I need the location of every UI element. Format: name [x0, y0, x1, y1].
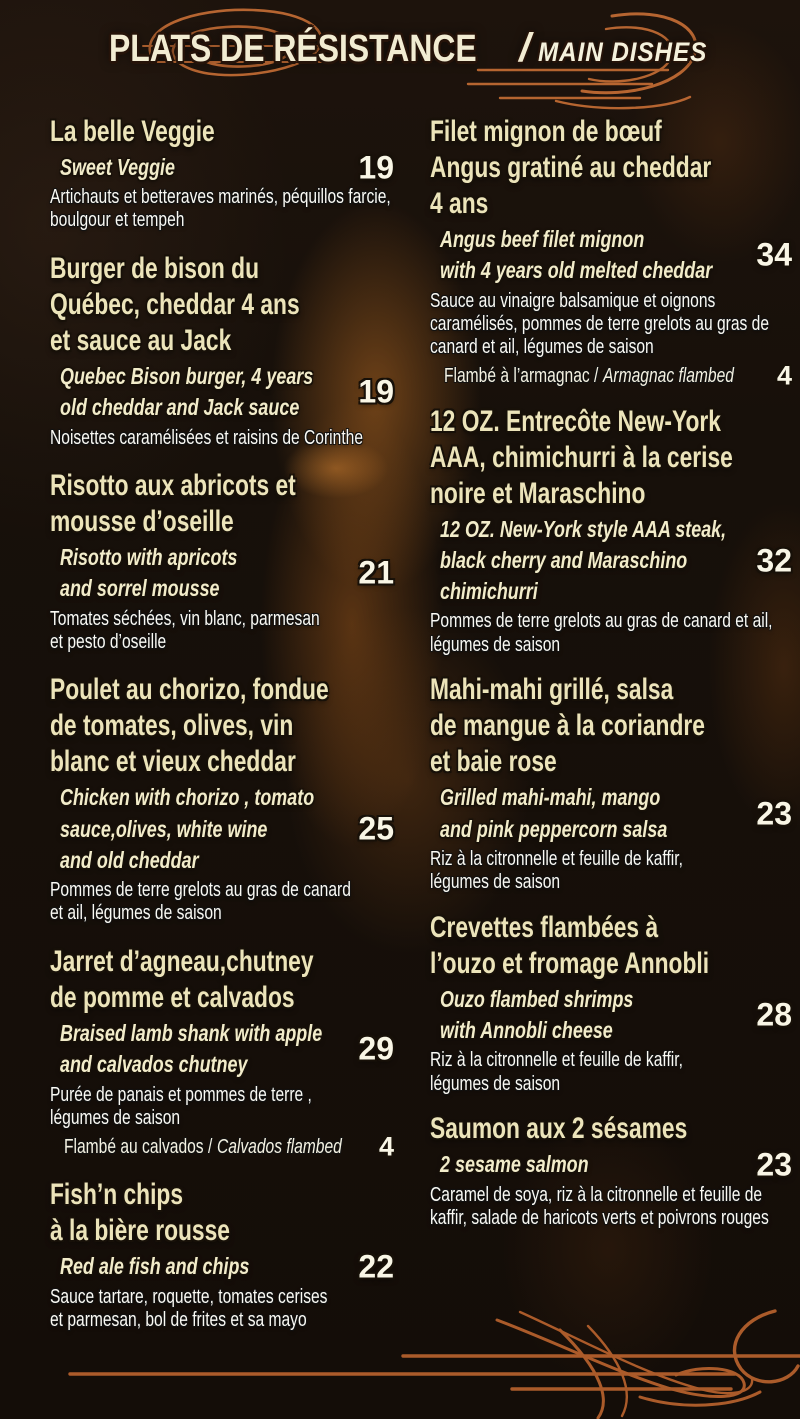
option-label-french: Flambé à l’armagnac /	[444, 365, 599, 388]
dish-subtitle-english: Red ale fish and chips	[60, 1253, 250, 1280]
dish-price: 23	[756, 1146, 792, 1183]
dish-option-label	[64, 1135, 393, 1159]
dish-description: Purée de panais et pommes de terre , légumes de saison	[50, 1083, 312, 1129]
dish-price: 22	[358, 1248, 394, 1285]
dish-title: Risotto aux abricots et mousse d’oseille	[50, 469, 296, 539]
menu-item	[430, 404, 792, 657]
menu-item	[50, 1177, 394, 1332]
menu-column-right	[430, 114, 792, 1230]
title-separator: /	[519, 26, 531, 70]
dish-subtitle-row	[50, 542, 394, 605]
section-title-english: MAIN DISHES	[538, 37, 708, 67]
option-label-french: Flambé au calvados /	[64, 1135, 213, 1158]
dish-subtitle-row	[430, 984, 792, 1047]
dish-subtitle-english: Braised lamb shank with apple and calvados chutney	[60, 1020, 323, 1078]
dish-title: Filet mignon de bœuf Angus gratiné au cheddar 4 ans	[430, 115, 712, 220]
dish-title: Burger de bison du Québec, cheddar 4 ans et sauce au Jack	[50, 252, 300, 358]
dish-title: Fish’n chips à la bière rousse	[50, 1178, 230, 1248]
dish-option-row	[444, 360, 792, 391]
dish-title: Jarret d’agneau,chutney de pomme et calvados	[50, 945, 314, 1014]
menu-item	[430, 672, 792, 894]
dish-subtitle-english: Quebec Bison burger, 4 years old cheddar and Jack sauce	[60, 363, 314, 421]
dish-price: 19	[358, 373, 394, 410]
dish-subtitle-row	[50, 1018, 394, 1081]
dish-price: 21	[358, 554, 394, 591]
dish-description: Noisettes caramélisées et raisins de Corinthe	[50, 426, 364, 449]
dish-option-label	[444, 364, 791, 388]
dish-subtitle-english: 12 OZ. New-York style AAA steak, black cherry and Maraschino chimichurri	[440, 515, 727, 605]
dish-title: Saumon aux 2 sésames	[430, 1112, 688, 1146]
menu-item	[430, 910, 792, 1096]
menu-column-left	[50, 114, 394, 1332]
menu-item	[430, 114, 792, 391]
dish-price: 28	[756, 996, 792, 1033]
dish-description: Artichauts et betteraves marinés, péquillos farcie, boulgour et tempeh	[50, 186, 391, 232]
dish-option-row	[64, 1131, 394, 1162]
dish-title: Mahi-mahi grillé, salsa de mangue à la coriandre et baie rose	[430, 673, 705, 779]
dish-price: 19	[358, 149, 394, 186]
dish-option-price: 4	[378, 1131, 394, 1162]
section-title-french: PLATS DE RÉSISTANCE	[108, 28, 477, 70]
dish-subtitle-english: Risotto with apricots and sorrel mousse	[60, 544, 238, 602]
dish-subtitle-row	[50, 361, 394, 424]
dish-description: Pommes de terre grelots au gras de canard et ail, légumes de saison	[430, 610, 773, 656]
dish-subtitle-english: Chicken with chorizo , tomato sauce,olives, white wine and old cheddar	[60, 784, 315, 873]
dish-description: Riz à la citronnelle et feuille de kaffir, légumes de saison	[430, 1049, 683, 1095]
dish-subtitle-row	[430, 224, 792, 287]
dish-subtitle-english: Angus beef filet mignon with 4 years old melted cheddar	[440, 226, 713, 284]
dish-subtitle-row	[50, 782, 394, 876]
dish-title: Poulet au chorizo, fondue de tomates, olives, vin blanc et vieux cheddar	[50, 673, 329, 779]
menu-section-header	[0, 26, 800, 71]
dish-description: Pommes de terre grelots au gras de canard et ail, légumes de saison	[50, 879, 351, 925]
dish-subtitle-english: Ouzo flambed shrimps with Annobli cheese	[440, 985, 634, 1044]
dish-subtitle-english: Grilled mahi-mahi, mango and pink peppercorn salsa	[440, 784, 668, 842]
dish-title: 12 OZ. Entrecôte New-York AAA, chimichurri à la cerise noire et Maraschino	[430, 404, 733, 510]
dish-description: Sauce au vinaigre balsamique et oignons caramélisés, pommes de terre grelots au gras de canard et ail, légumes de saison	[430, 289, 770, 358]
dish-subtitle-row	[50, 149, 394, 186]
dish-title: Crevettes flambées à l’ouzo et fromage Annobli	[430, 910, 710, 980]
dish-price: 29	[358, 1030, 394, 1067]
dish-subtitle-english: Sweet Veggie	[60, 154, 176, 180]
dish-subtitle-row	[50, 1248, 394, 1285]
dish-subtitle-row	[430, 782, 792, 845]
menu-item	[50, 251, 394, 450]
dish-description: Tomates séchées, vin blanc, parmesan et pesto d’oseille	[50, 607, 320, 653]
dish-price: 25	[358, 810, 394, 847]
dish-option-price: 4	[776, 360, 792, 391]
menu-item	[50, 672, 394, 925]
dish-description: Sauce tartare, roquette, tomates cerises et parmesan, bol de frites et sa mayo	[50, 1285, 328, 1331]
dish-price: 32	[756, 542, 792, 579]
dish-subtitle-row	[430, 514, 792, 608]
dish-description: Caramel de soya, riz à la citronnelle et feuille de kaffir, salade de haricots verts et poivrons rouges	[430, 1183, 769, 1229]
menu-item	[50, 944, 394, 1162]
dish-subtitle-english: 2 sesame salmon	[440, 1151, 589, 1178]
dish-title: La belle Veggie	[50, 115, 215, 148]
dish-description: Riz à la citronnelle et feuille de kaffir, légumes de saison	[430, 847, 683, 894]
dish-price: 34	[756, 236, 792, 273]
dish-subtitle-row	[430, 1146, 792, 1183]
option-label-english: Armagnac flambed	[603, 365, 734, 388]
menu-item	[430, 1111, 792, 1230]
menu-item	[50, 468, 394, 654]
dish-price: 23	[756, 795, 792, 832]
option-label-english: Calvados flambed	[216, 1135, 342, 1158]
menu-item	[50, 114, 394, 233]
menu-columns	[50, 114, 792, 1332]
